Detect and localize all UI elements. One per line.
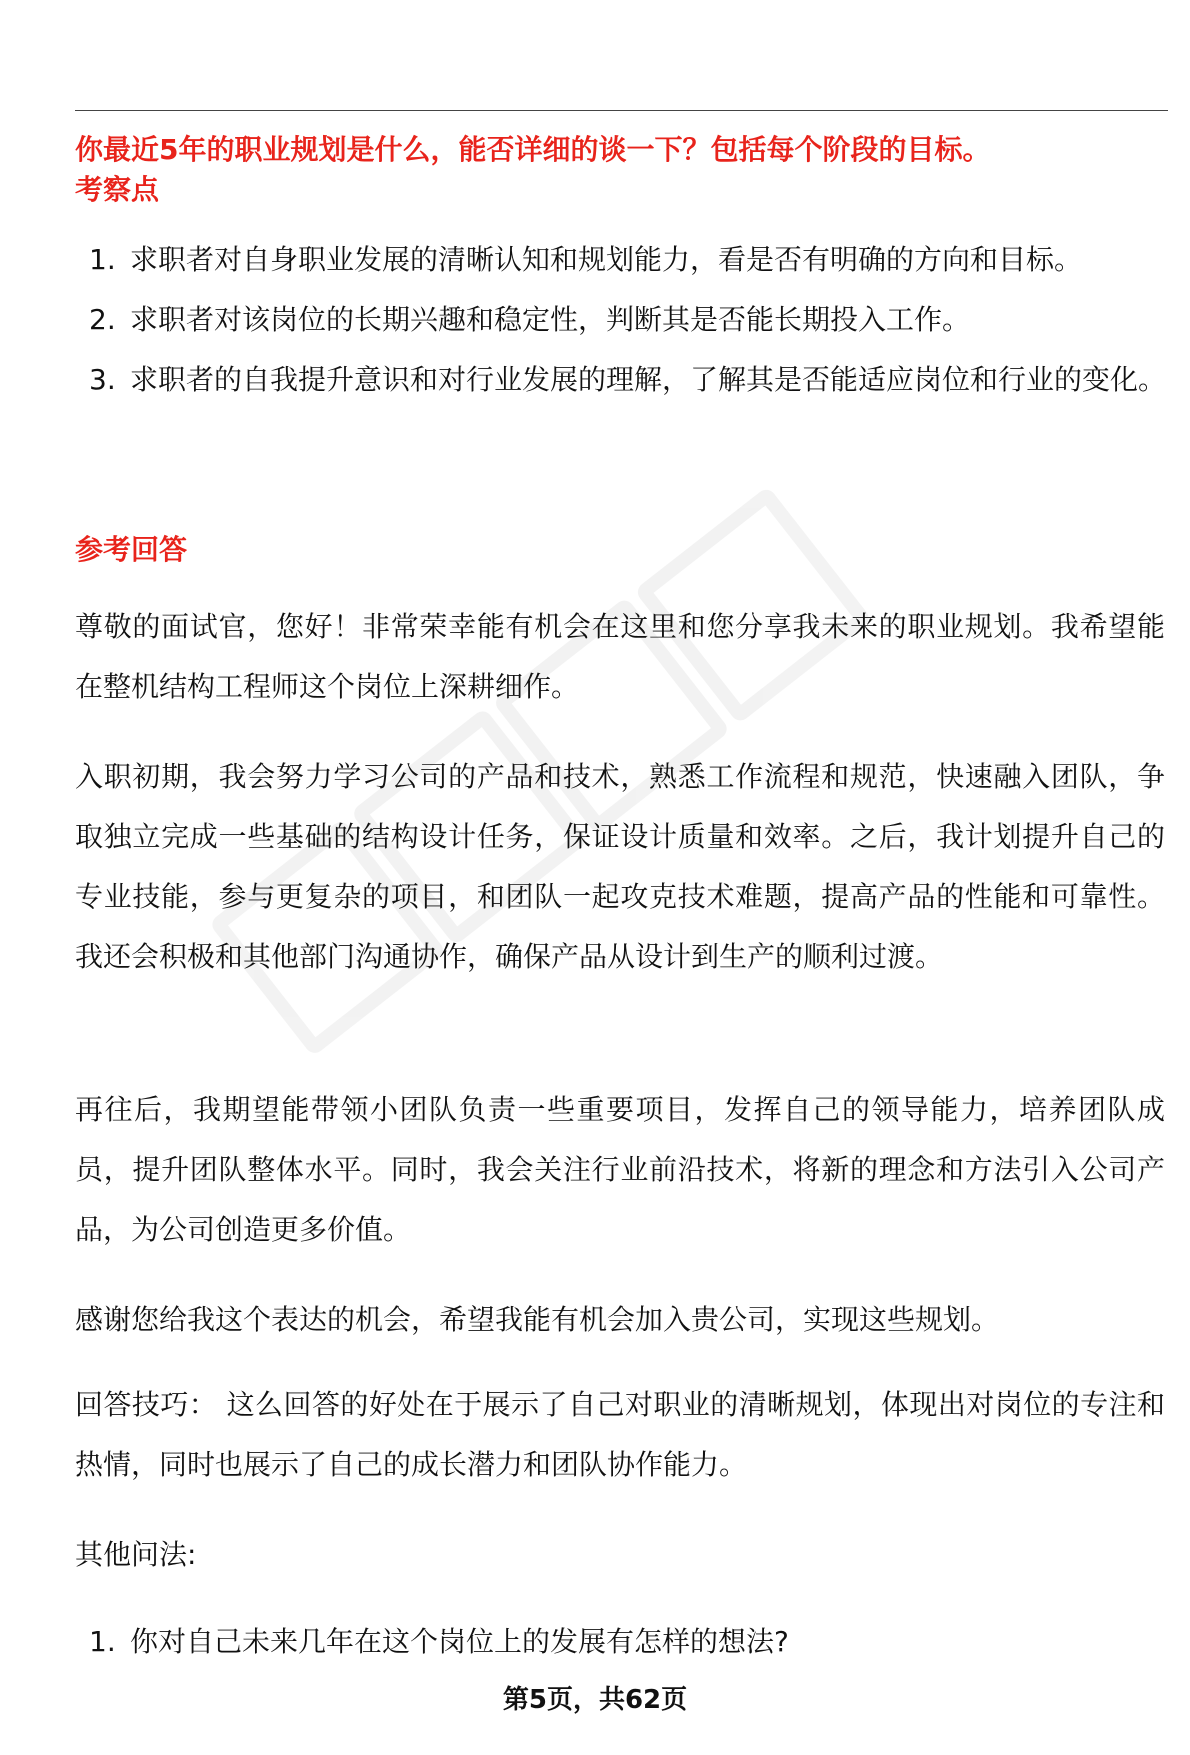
list-item-number: 1.: [89, 243, 116, 276]
answer-paragraph: 尊敬的面试官，您好！非常荣幸能有机会在这里和您分享我未来的职业规划。我希望能在整机结构工程师这个岗位上深耕细作。: [75, 610, 1165, 703]
answer-paragraph: 感谢您给我这个表达的机会，希望我能有机会加入贵公司，实现这些规划。: [75, 1303, 1000, 1336]
list-item-number: 3.: [89, 363, 116, 396]
list-item: [75, 290, 1168, 350]
list-item: [75, 1612, 1168, 1672]
considerations-heading: 考察点: [75, 173, 160, 206]
answer-paragraph: 入职初期，我会努力学习公司的产品和技术，熟悉工作流程和规范，快速融入团队，争取独立完成一些基础的结构设计任务，保证设计质量和效率。之后，我计划提升自己的专业技能，参与更复杂的项目，和团队一起攻克技术难题，提高产品的性能和可靠性。我还会积极和其他部门沟通协作，确保产品从设计到生产的顺利过渡。: [75, 760, 1165, 973]
question-title: 你最近5年的职业规划是什么，能否详细的谈一下？包括每个阶段的目标。: [75, 133, 991, 166]
considerations-list: [75, 230, 1168, 410]
list-item-number: 1.: [89, 1625, 116, 1658]
answer-tips: 回答技巧： 这么回答的好处在于展示了自己对职业的清晰规划，体现出对岗位的专注和热情，同时也展示了自己的成长潜力和团队协作能力。: [75, 1388, 1165, 1481]
other-questions-list: [75, 1612, 1168, 1672]
list-item-number: 2.: [89, 303, 116, 336]
list-item-text: 求职者对自身职业发展的清晰认知和规划能力，看是否有明确的方向和目标。: [130, 243, 1083, 276]
list-item: [75, 230, 1168, 290]
page-footer: 第5页，共62页: [502, 1685, 688, 1715]
list-item-text: 求职者对该岗位的长期兴趣和稳定性，判断其是否能长期投入工作。: [130, 303, 971, 336]
reference-answer-heading: 参考回答: [75, 533, 188, 566]
list-item: [75, 350, 1168, 410]
other-questions-heading: 其他问法:: [75, 1538, 197, 1571]
list-item-text: 你对自己未来几年在这个岗位上的发展有怎样的想法?: [130, 1625, 789, 1658]
list-item-text: 求职者的自我提升意识和对行业发展的理解，了解其是否能适应岗位和行业的变化。: [130, 363, 1167, 396]
answer-paragraph: 再往后，我期望能带领小团队负责一些重要项目，发挥自己的领导能力，培养团队成员，提升团队整体水平。同时，我会关注行业前沿技术，将新的理念和方法引入公司产品，为公司创造更多价值。: [75, 1093, 1165, 1246]
top-divider: [75, 110, 1168, 111]
